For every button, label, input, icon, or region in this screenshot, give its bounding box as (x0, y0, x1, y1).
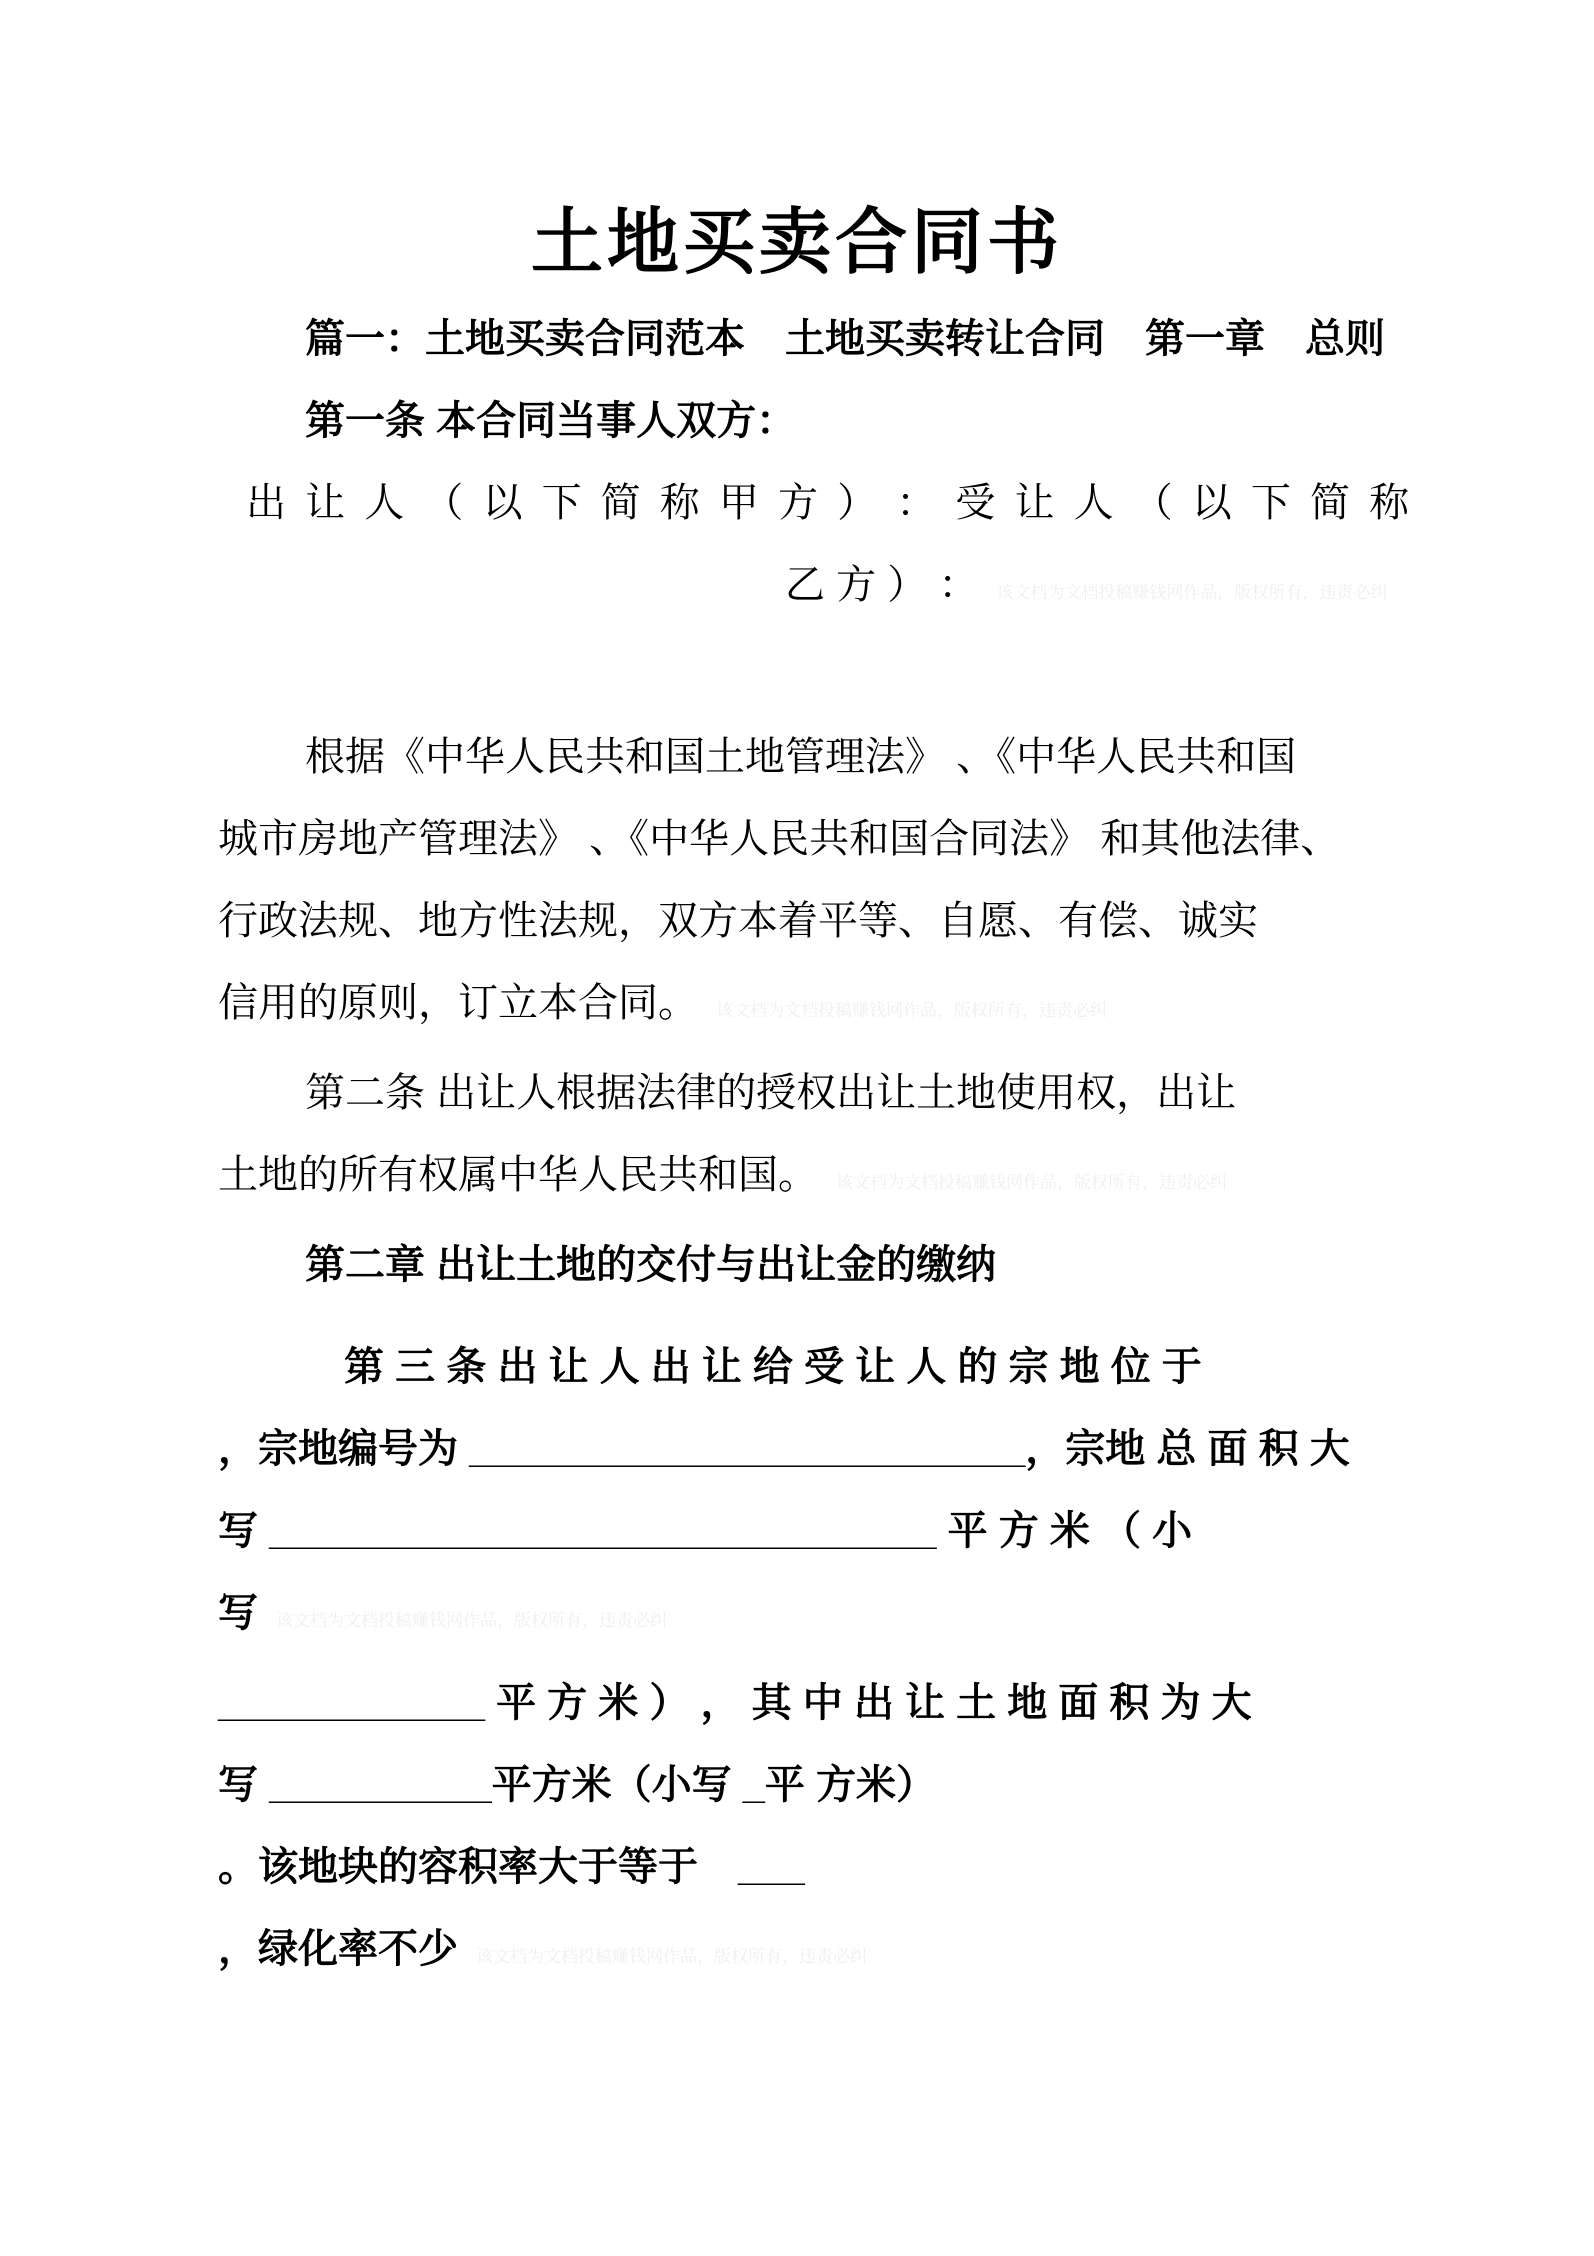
transfer-area-line-2 (0, 1744, 1594, 1826)
clause-2-line-1-text: 第二条 出让人根据法律的授权出让土地使用权，出让 (305, 1071, 1237, 1115)
parties-line-1 (0, 462, 1594, 544)
clause-1-heading (0, 380, 1594, 462)
parcel-number-line (0, 1408, 1594, 1490)
heading-part-one-text: 篇一：土地买卖合同范本 土地买卖转让合同 第一章 总则 (305, 317, 1385, 361)
watermark-text: 该文档为文档投稿赚钱网作品，版权所有，违责必纠 (836, 1173, 1227, 1192)
watermark-text: 该文档为文档投稿赚钱网作品，版权所有，违责必纠 (996, 583, 1388, 602)
legal-basis-line-4 (0, 962, 1594, 1052)
legal-basis-line-3 (0, 880, 1594, 962)
parties-line-2 (0, 544, 1594, 634)
clause-2-line-1 (0, 1052, 1594, 1134)
legal-basis-line-2 (0, 798, 1594, 880)
legal-basis-line-4-text: 信用的原则，订立本合同。 (218, 981, 698, 1025)
legal-basis-line-1-text: 根据《中华人民共和国土地管理法》 、《中华人民共和国 (305, 735, 1297, 779)
plot-ratio-line-text: 。该地块的容积率大于等于 ___ (218, 1845, 805, 1889)
parcel-area-small-line-text: 写 (218, 1591, 258, 1635)
clause-2-line-2-text: 土地的所有权属中华人民共和国。 (218, 1153, 818, 1197)
clause-2-line-2 (0, 1134, 1594, 1224)
clause-3-line-1-text: 第 三 条 出 让 人 出 让 给 受 让 人 的 宗 地 位 于 (344, 1345, 1202, 1389)
transfer-area-line-2-text: 写 __________平方米（小写 _平 方米） (218, 1763, 937, 1807)
parties-line-1-text: 出 让 人 （ 以 下 简 称 甲 方 ） ： 受 让 人 （ 以 下 简 称 (246, 481, 1414, 525)
parties-line-2-text: 乙 方 ） ： (785, 563, 979, 607)
parcel-area-capital-line (0, 1490, 1594, 1572)
legal-basis-line-3-text: 行政法规、地方性法规，双方本着平等、自愿、有偿、诚实 (218, 899, 1258, 943)
chapter-2-heading-text: 第二章 出让土地的交付与出让金的缴纳 (305, 1243, 997, 1287)
blank-line (0, 634, 1594, 716)
legal-basis-line-1 (0, 716, 1594, 798)
plot-ratio-line (0, 1826, 1594, 1908)
parcel-area-capital-line-text: 写 ______________________________ 平 方 米 （ 小 (218, 1509, 1193, 1553)
watermark-text: 该文档为文档投稿赚钱网作品，版权所有，违责必纠 (716, 1001, 1107, 1020)
greening-rate-line (0, 1908, 1594, 1998)
clause-1-text: 第一条 本合同当事人双方： (305, 399, 797, 443)
parcel-area-small-line (0, 1572, 1594, 1662)
legal-basis-line-2-text: 城市房地产管理法》 、《中华人民共和国合同法》 和其他法律、 (218, 817, 1341, 861)
parcel-number-line-text: ，宗地编号为 _________________________，宗地 总 面 积 大 (218, 1427, 1350, 1471)
watermark-text: 该文档为文档投稿赚钱网作品，版权所有，违责必纠 (476, 1947, 867, 1966)
watermark-text: 该文档为文档投稿赚钱网作品，版权所有，违责必纠 (276, 1611, 667, 1630)
clause-3-line-1 (0, 1326, 1594, 1408)
transfer-area-line-1-text: ____________ 平 方 米 ） ， 其 中 出 让 土 地 面 积 为 大 (218, 1681, 1252, 1725)
greening-rate-line-text: ，绿化率不少 (218, 1927, 458, 1971)
transfer-area-line-1 (0, 1662, 1594, 1744)
heading-part-one (0, 298, 1594, 380)
chapter-2-heading (0, 1224, 1594, 1306)
document-title: 土地买卖合同书 (530, 203, 1063, 283)
